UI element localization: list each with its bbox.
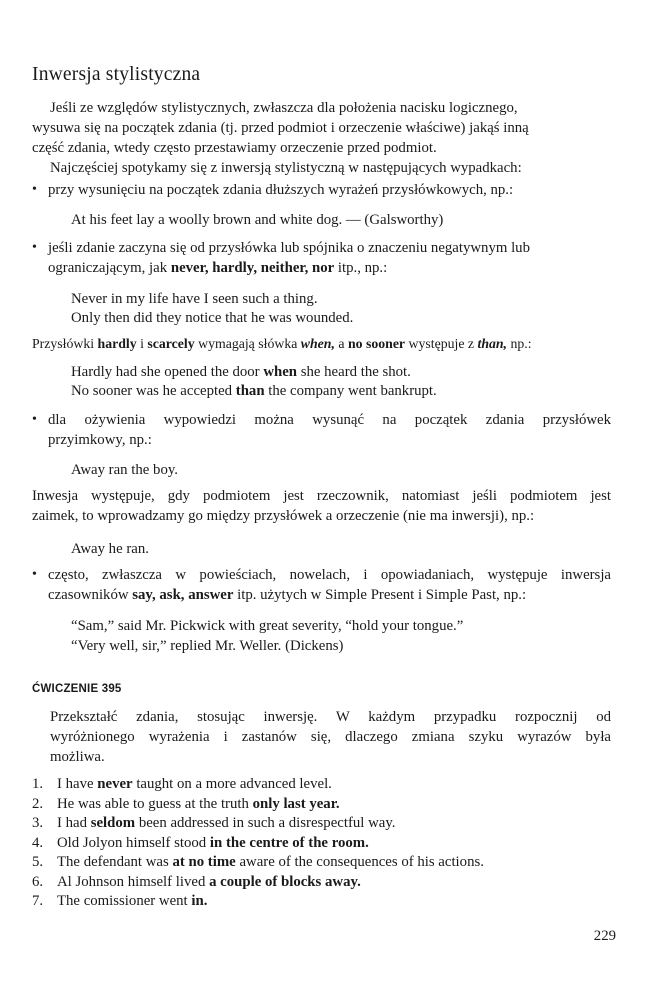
item-text [57, 775, 332, 795]
example-sentence [71, 381, 437, 401]
item-number: 7. [32, 893, 44, 909]
keyword-than: than, [477, 336, 508, 351]
item-number: 3. [32, 815, 44, 831]
item-number: 6. [32, 873, 44, 890]
example-sentence: At his feet lay a woolly brown and white dog. — (Galsworthy) [71, 212, 444, 228]
bullet-icon: • [32, 240, 37, 255]
example-sentence: “Sam,” said Mr. Pickwick with great severity, “hold your tongue.” [71, 618, 464, 634]
item-pre: The comissioner went [57, 893, 188, 909]
example-sentence: Away ran the boy. [71, 462, 178, 478]
intro-paragraph [32, 98, 611, 178]
bullet-4-line-1: często, zwłaszcza w powieściach, nowelach, i opowiadaniach, występuje inwersja [48, 567, 611, 583]
bullet-3-text [48, 410, 611, 450]
note-paragraph [32, 334, 632, 354]
keyword-hardly: hardly, [212, 260, 258, 276]
bullet-item-4 [32, 565, 611, 605]
bullet-item-3 [32, 410, 611, 450]
item-post: been addressed in such a disrespectful way. [138, 815, 396, 831]
instructions-line-1: Przekształć zdania, stosując inwersję. W każdym przypadku rozpocznij od [50, 709, 611, 725]
item-pre: Old Jolyon himself stood [57, 834, 207, 851]
note-text-4: a [338, 336, 345, 351]
bullet-item-1 [32, 180, 611, 200]
item-highlight: a couple of blocks away [209, 873, 358, 890]
bullet-2-text [48, 238, 611, 278]
bullet-4-text-b: czasowników [48, 587, 129, 603]
item-highlight: never [97, 776, 133, 792]
intro-line-3: część zdania, wtedy często przestawiamy orzeczenie przed podmiot. [32, 140, 437, 156]
instructions-line-2: wyróżnionego wyrażenia i zastanów się, dlaczego zmiana szyku wyrazów była [50, 729, 611, 745]
item-highlight: only last year [252, 795, 336, 812]
note-text-3: wymagają słówka [198, 336, 298, 351]
item-number: 2. [32, 795, 44, 812]
keyword-when: when, [300, 336, 335, 351]
keyword-never: never, [170, 260, 209, 276]
item-pre: I had [57, 815, 87, 831]
bullet-icon: • [32, 567, 37, 582]
item-pre: Al Johnson himself lived [57, 873, 206, 890]
item-post: taught on a more advanced level. [136, 776, 332, 792]
item-number: 1. [32, 776, 44, 792]
example-sentence: Only then did they notice that he was wounded. [71, 310, 354, 326]
bullet-3-line-2: przyimkowy, np.: [48, 432, 152, 448]
exercise-instructions [50, 707, 611, 767]
bullet-icon: • [32, 412, 37, 427]
page-number: 229 [593, 928, 616, 944]
item-pre: He was able to guess at the truth [57, 795, 249, 812]
bullet-2-text-b: ograniczającym, jak [48, 260, 168, 276]
bullet-4-text [48, 565, 611, 605]
keyword-answer: answer [188, 587, 234, 603]
keyword-than: than [235, 383, 265, 399]
bullet-item-2 [32, 238, 611, 278]
bullet-2-text-c: itp., np.: [337, 260, 388, 276]
item-pre: The defendant was [57, 854, 169, 870]
item-highlight: in the centre of the room [209, 834, 366, 851]
example-sentence: Away he ran. [71, 541, 149, 557]
exercise-title: ĆWICZENIE 395 [32, 683, 122, 695]
example-part: she heard the shot. [300, 364, 411, 380]
item-post: . [203, 893, 208, 909]
keyword-no-sooner: no sooner [347, 336, 406, 351]
item-pre: I have [57, 776, 94, 792]
keyword-hardly: hardly [97, 336, 137, 351]
bullet-1-text: przy wysunięciu na początek zdania dłuższych wyrażeń przysłówkowych, np.: [48, 182, 514, 198]
item-text [57, 892, 207, 912]
note-text-2: i [140, 336, 144, 351]
keyword-when: when [263, 364, 298, 380]
intro-line-4: Najczęściej spotykamy się z inwersją stylistyczną w następujących wypadkach: [50, 160, 522, 176]
item-highlight: in [191, 893, 204, 909]
item-highlight: seldom [90, 815, 136, 831]
bullet-2-line-1: jeśli zdanie zaczyna się od przysłówka lub spójnika o znaczeniu negatywnym lub [48, 240, 530, 256]
instructions-line-3: możliwa. [50, 749, 105, 765]
item-post: . [335, 795, 340, 812]
example-sentence: Never in my life have I seen such a thing. [71, 291, 318, 307]
item-post: . [357, 873, 361, 890]
item-text [57, 834, 369, 854]
item-post: aware of the consequences of his actions. [239, 854, 484, 870]
item-text [57, 853, 484, 873]
item-highlight: at no time [172, 854, 236, 870]
item-number: 4. [32, 834, 44, 851]
keyword-neither: neither, [260, 260, 309, 276]
note-text-1: Przysłówki [32, 336, 95, 351]
note-text-5: występuje z [408, 336, 475, 351]
bullet-icon: • [32, 182, 37, 197]
keyword-scarcely: scarcely [147, 336, 195, 351]
keyword-nor: nor [312, 260, 335, 276]
example-part: the company went bankrupt. [268, 383, 437, 399]
intro-line-1: Jeśli ze względów stylistycznych, zwłaszcza dla położenia nacisku logicznego, [50, 100, 518, 116]
note-text-6: np.: [510, 336, 532, 351]
keyword-ask: ask, [159, 587, 185, 603]
bullet-3-line-1: dla ożywienia wypowiedzi można wysunąć na początek zdania przysłówek [48, 412, 611, 428]
example-sentence: “Very well, sir,” replied Mr. Weller. (Dickens) [71, 638, 344, 654]
bullet-4-text-c: itp. użytych w Simple Present i Simple Past, np.: [237, 587, 527, 603]
item-post: . [365, 834, 369, 851]
inversion-note-line-2: zaimek, to wprowadzamy go między przysłówek a orzeczenie (nie ma inwersji), np.: [32, 508, 535, 524]
bullet-4-line-2 [48, 585, 611, 605]
item-text [57, 795, 340, 815]
intro-line-2: wysuwa się na początek zdania (tj. przed podmiot i orzeczenie właściwe) jakąś inną [32, 120, 529, 136]
item-number: 5. [32, 854, 44, 870]
keyword-say: say, [132, 587, 156, 603]
item-text [57, 873, 361, 893]
example-part: No sooner was he accepted [71, 383, 233, 399]
bullet-2-line-2 [48, 258, 611, 278]
example-sentence [71, 362, 411, 382]
inversion-note-line-1: Inwesja występuje, gdy podmiotem jest rzeczownik, natomiast jeśli podmiotem jest [32, 488, 611, 504]
inversion-note [32, 486, 611, 526]
section-heading: Inwersja stylistyczna [32, 64, 201, 85]
example-part: Hardly had she opened the door [71, 364, 260, 380]
item-text [57, 814, 395, 834]
